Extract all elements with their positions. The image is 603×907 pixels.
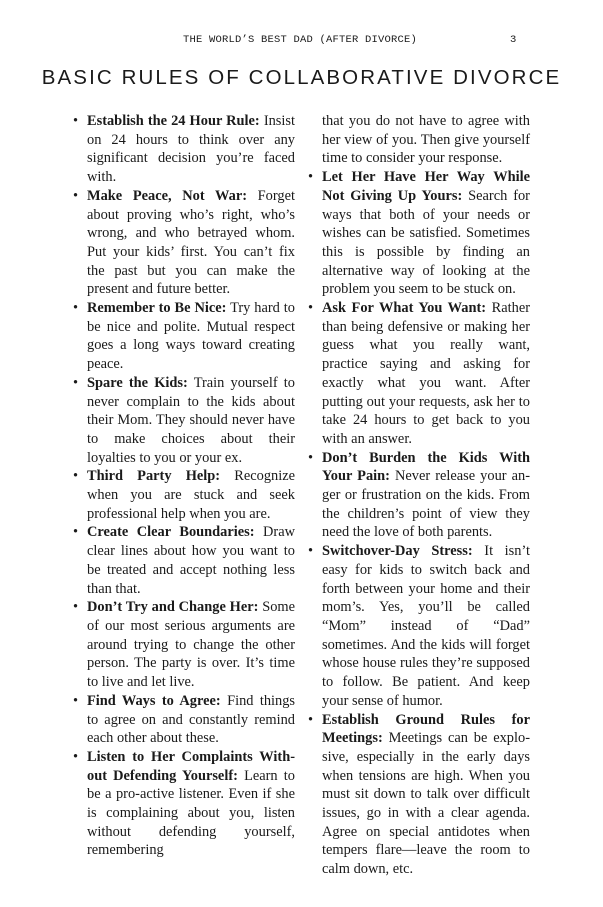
bullet-icon: • (73, 599, 79, 616)
rule-text: Insist on 24 hours to think over any significant decision you’re faced with. (87, 113, 295, 186)
rule-text: Learn to be a pro-active listener. Even if she is complaining about you, listen without defending yourself, remembering (87, 767, 295, 859)
bullet-icon: • (73, 692, 79, 709)
rule-item (308, 168, 530, 299)
rule-continuation (308, 112, 530, 168)
rule-text: Train yourself to never complain to the kids about their Mom. They should never have to make choices about their loyalties to you or your ex. (87, 374, 295, 466)
running-head (0, 34, 603, 50)
bullet-icon: • (73, 524, 79, 541)
rule-text: Meetings can be explosive, especially in the early days when tensions are high. When you must sit down to talk over difficult issues, go in with a clear agenda. Agree on special antidotes when tempers flare—leave the room to calm down, etc. (322, 730, 530, 878)
rule-item (73, 187, 295, 299)
bullet-icon: • (73, 748, 79, 765)
rule-label: Spare the Kids: (87, 374, 188, 391)
rule-label: Don’t Try and Change Her: (87, 599, 259, 616)
rule-label: Create Clear Boundaries: (87, 524, 255, 541)
rule-item (73, 112, 295, 187)
rule-item (308, 542, 530, 710)
rule-item (73, 467, 295, 523)
rule-text: Some of our most serious arguments are around trying to change the other person. The party is over. It’s time to live and let live. (87, 599, 295, 691)
rule-text: Search for ways that both of your needs or wishes can be satisfied. Sometimes this is possible by finding an alternative way of looking at the problem you seem to be stuck on. (322, 187, 530, 298)
rule-label: Remember to Be Nice: (87, 300, 227, 317)
bullet-icon: • (73, 468, 79, 485)
rule-text: that you do not have to agree with her view of you. Then give yourself time to consider your response. (322, 113, 530, 167)
bullet-icon: • (73, 187, 79, 204)
rule-text: Rather than being defensive or making her guess what you really want, practice saying and asking for exactly what you want. After putting out your requests, ask her to take 24 hours to get back to you with an answer. (322, 300, 531, 447)
left-column (73, 112, 295, 860)
rule-item (73, 299, 295, 374)
rule-item (73, 374, 295, 468)
rule-label: Don’t Burden the Kids With Your Pain: (322, 449, 530, 485)
rule-label: Third Party Help: (87, 468, 221, 485)
rule-item (73, 523, 295, 598)
bullet-icon: • (308, 543, 314, 560)
rule-label: Make Peace, Not War: (87, 187, 247, 204)
rule-text: Draw clear lines about how you want to be treated and accept nothing less than that. (87, 524, 295, 597)
rule-text: Recognize when you are stuck and seek professional help when you are. (87, 468, 295, 522)
rule-label: Find Ways to Agree: (87, 692, 221, 709)
bullet-icon: • (73, 300, 79, 317)
right-column (308, 112, 530, 879)
page-number: 3 (510, 34, 517, 46)
rule-item (308, 449, 530, 543)
bullet-icon: • (308, 449, 314, 466)
bullet-icon: • (73, 374, 79, 391)
page-title: BASIC RULES OF COLLABORATIVE DIVORCE (41, 66, 562, 89)
rule-label: Let Her Have Her Way While Not Giving Up Yours: (322, 169, 530, 204)
rule-label: Establish the 24 Hour Rule: (87, 113, 260, 129)
rule-item (73, 692, 295, 748)
bullet-icon: • (73, 113, 79, 129)
rule-item (308, 299, 530, 449)
rule-item (73, 748, 295, 860)
rule-item (308, 711, 530, 879)
bullet-icon: • (308, 169, 314, 186)
rule-text: Find things to agree on and constantly remind each other about these. (87, 692, 295, 747)
bullet-icon: • (308, 711, 314, 728)
rule-label: Listen to Her Complaints Without Defending Yourself: (87, 748, 295, 784)
bullet-icon: • (308, 300, 314, 317)
rule-text: Never release your anger or frustration on the kids. From the children’s point of view they need the love of both parents. (322, 468, 530, 541)
rule-text: It isn’t easy for kids to switch back and forth between your home and their mom’s. Yes, you’ll be called “Mom” instead of “Dad” sometimes. And the kids will forget whose house rules they’re supposed to follow. Be patient. And keep your sense of humor. (322, 543, 530, 709)
rule-label: Switchover-Day Stress: (322, 543, 473, 560)
running-title: THE WORLD’S BEST DAD (AFTER DIVORCE) (183, 34, 418, 46)
rule-text: Forget about proving who’s right, who’s wrong, and who betrayed whom. Put your kids’ first. You can’t fix the past but you can make the present and future better. (87, 187, 295, 298)
rule-item (73, 598, 295, 692)
rule-text: Try hard to be nice and polite. Mutual respect goes a long ways toward creating peace. (87, 300, 296, 373)
rule-label: Establish Ground Rules for Meetings: (322, 711, 530, 747)
rule-label: Ask For What You Want: (322, 300, 487, 317)
